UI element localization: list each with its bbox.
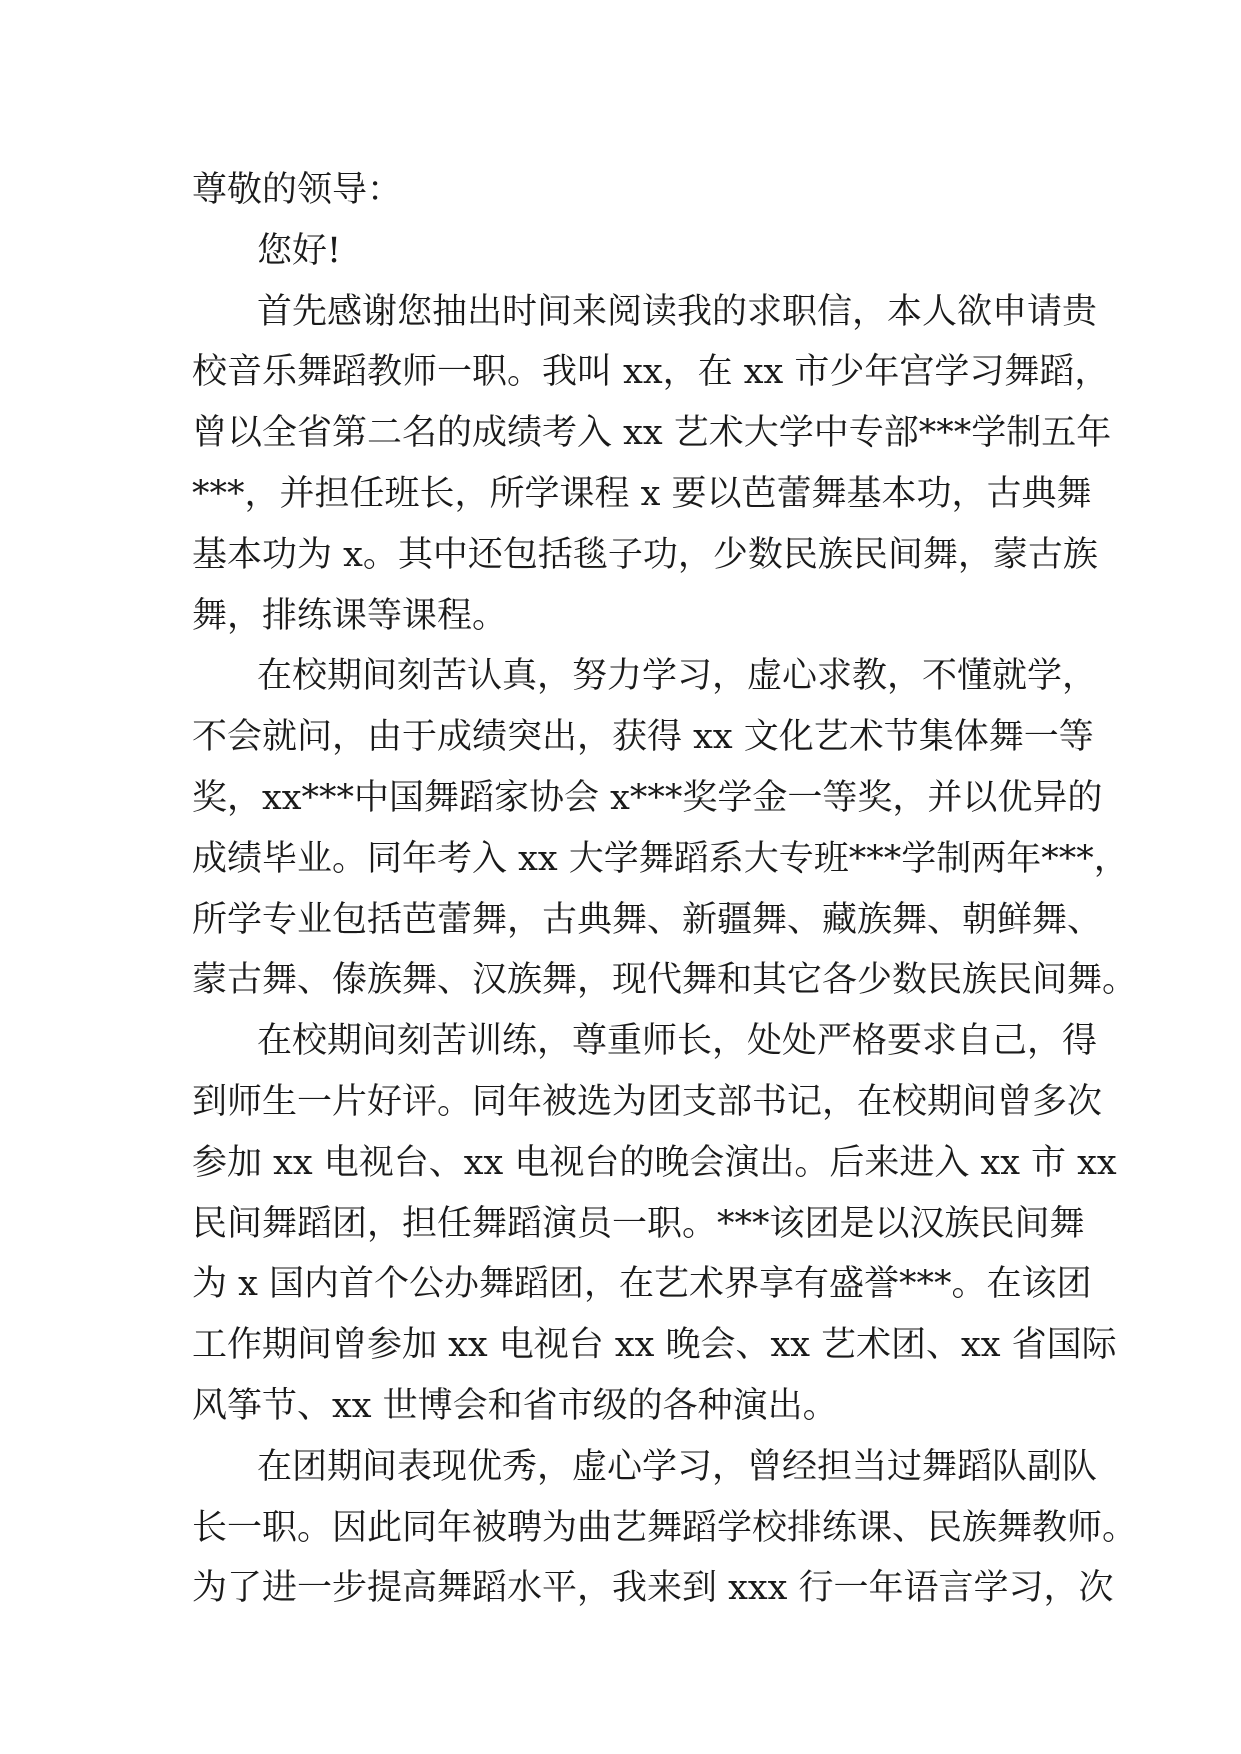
paragraph-2 bbox=[192, 646, 1138, 1011]
paragraph-line: 蒙古舞、傣族舞、汉族舞，现代舞和其它各少数民族民间舞。 bbox=[192, 960, 1138, 1001]
paragraph-line: 为了进一步提高舞蹈水平，我来到 xxx 行一年语言学习，次 bbox=[192, 1568, 1114, 1609]
paragraph-line: 舞，排练课等课程。 bbox=[192, 595, 508, 636]
paragraph-line: 校音乐舞蹈教师一职。我叫 xx，在 xx 市少年宫学习舞蹈， bbox=[192, 352, 1110, 393]
paragraph-line: 曾以全省第二名的成绩考入 xx 艺术大学中专部***学制五年 bbox=[192, 413, 1112, 454]
paragraph-line: 风筝节、xx 世博会和省市级的各种演出。 bbox=[192, 1385, 838, 1426]
paragraph-line: 在团期间表现优秀，虚心学习，曾经担当过舞蹈队副队 bbox=[257, 1446, 1098, 1487]
paragraph-line: 不会就问，由于成绩突出，获得 xx 文化艺术节集体舞一等 bbox=[192, 717, 1094, 758]
paragraph-3 bbox=[192, 1011, 1117, 1437]
paragraph-line: 首先感谢您抽出时间来阅读我的求职信，本人欲申请贵 bbox=[257, 291, 1098, 332]
paragraph-line: 工作期间曾参加 xx 电视台 xx 晚会、xx 艺术团、xx 省国际 bbox=[192, 1325, 1117, 1366]
salutation: 尊敬的领导： bbox=[192, 170, 403, 210]
paragraph-line: 所学专业包括芭蕾舞，古典舞、新疆舞、藏族舞、朝鲜舞、 bbox=[192, 899, 1103, 940]
paragraph-line: 到师生一片好评。同年被选为团支部书记，在校期间曾多次 bbox=[192, 1081, 1103, 1122]
paragraph-1 bbox=[192, 282, 1112, 647]
paragraph-line: 民间舞蹈团，担任舞蹈演员一职。***该团是以汉族民间舞 bbox=[192, 1203, 1085, 1244]
paragraph-line: 为 x 国内首个公办舞蹈团，在艺术界享有盛誉***。在该团 bbox=[192, 1264, 1092, 1305]
paragraph-line: 在校期间刻苦训练，尊重师长，处处严格要求自己，得 bbox=[257, 1021, 1098, 1062]
greeting: 您好! bbox=[257, 230, 342, 271]
paragraph-line: 在校期间刻苦认真，努力学习，虚心求教，不懂就学， bbox=[257, 656, 1098, 697]
paragraph-line: 成绩毕业。同年考入 xx 大学舞蹈系大专班***学制两年***， bbox=[192, 838, 1129, 879]
paragraph-line: ***，并担任班长，所学课程 x 要以芭蕾舞基本功，古典舞 bbox=[192, 473, 1092, 514]
paragraph-line: 参加 xx 电视台、xx 电视台的晚会演出。后来进入 xx 市 xx bbox=[192, 1142, 1117, 1183]
paragraph-line: 长一职。因此同年被聘为曲艺舞蹈学校排练课、民族舞教师。 bbox=[192, 1507, 1138, 1548]
paragraph-line: 基本功为 x。其中还包括毯子功，少数民族民间舞，蒙古族 bbox=[192, 534, 1098, 575]
letter-body bbox=[192, 160, 1138, 1619]
paragraph-line: 奖，xx***中国舞蹈家协会 x***奖学金一等奖，并以优异的 bbox=[192, 777, 1103, 818]
paragraph-4 bbox=[192, 1437, 1138, 1619]
